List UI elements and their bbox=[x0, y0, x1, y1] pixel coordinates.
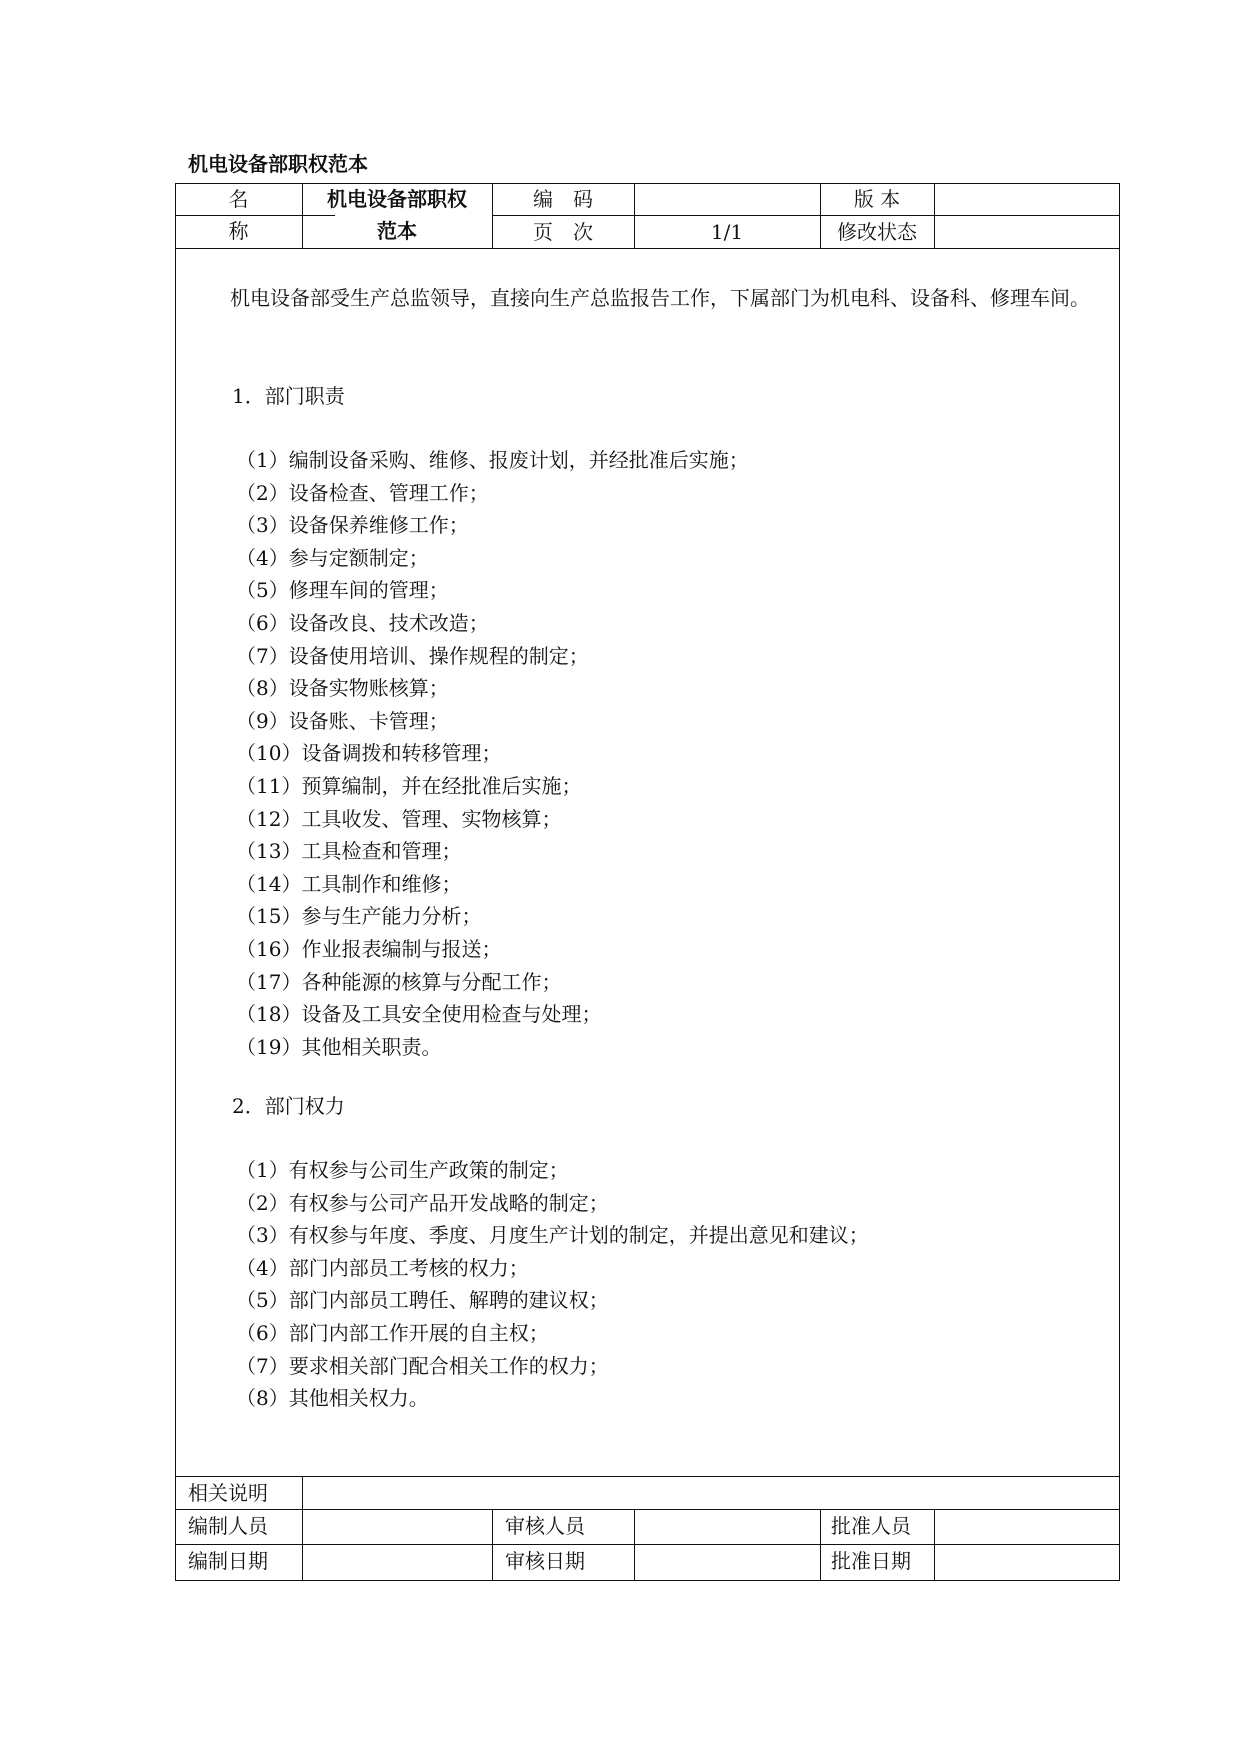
list-item: （9）设备账、卡管理； bbox=[236, 708, 449, 733]
list-item: （1）编制设备采购、维修、报废计划，并经批准后实施； bbox=[236, 448, 749, 472]
list-item: （5）修理车间的管理； bbox=[236, 578, 449, 603]
footer-top-line bbox=[175, 1476, 1120, 1477]
list-item: （15）参与生产能力分析； bbox=[236, 904, 482, 929]
prepared-date-label: 编制日期 bbox=[188, 1549, 268, 1573]
list-item: （8）设备实物账核算； bbox=[236, 676, 449, 701]
list-item: （19）其他相关职责。 bbox=[236, 1034, 442, 1059]
list-item: （18）设备及工具安全使用检查与处理； bbox=[236, 1002, 602, 1027]
list-item: （3）有权参与年度、季度、月度生产计划的制定，并提出意见和建议； bbox=[236, 1223, 869, 1248]
list-item: （6）部门内部工作开展的自主权； bbox=[236, 1320, 549, 1345]
approved-by-label: 批准人员 bbox=[831, 1514, 911, 1538]
footer-col-line bbox=[492, 1509, 493, 1581]
list-item: （11）预算编制，并在经批准后实施； bbox=[236, 773, 582, 798]
list-item: （10）设备调拨和转移管理； bbox=[236, 741, 502, 766]
footer-row-line bbox=[175, 1509, 1120, 1510]
header-col-line bbox=[934, 183, 935, 248]
footer-col-line bbox=[820, 1509, 821, 1581]
notes-label: 相关说明 bbox=[188, 1481, 268, 1505]
list-item: （7）要求相关部门配合相关工作的权力； bbox=[236, 1353, 609, 1378]
list-item: （2）有权参与公司产品开发战略的制定； bbox=[236, 1190, 609, 1215]
reviewed-by-label: 审核人员 bbox=[505, 1514, 585, 1538]
section-heading-duties: 1．部门职责 bbox=[232, 384, 345, 408]
list-item: （16）作业报表编制与报送； bbox=[236, 936, 502, 961]
list-item: （8）其他相关权力。 bbox=[236, 1386, 429, 1411]
authority-list bbox=[236, 1154, 869, 1415]
name-label: 称 bbox=[228, 219, 249, 243]
footer-col-line bbox=[634, 1509, 635, 1581]
list-item: （12）工具收发、管理、实物核算； bbox=[236, 806, 562, 831]
section-heading-authority: 2．部门权力 bbox=[232, 1094, 345, 1118]
list-item: （14）工具制作和维修； bbox=[236, 871, 462, 896]
version-label: 版 本 bbox=[853, 187, 901, 211]
list-item: （13）工具检查和管理； bbox=[236, 839, 462, 864]
page-value: 1/1 bbox=[710, 220, 744, 244]
intro-paragraph: 机电设备部受生产总监领导，直接向生产总监报告工作，下属部门为机电科、设备科、修理车间。 bbox=[230, 286, 1090, 310]
footer-col-line bbox=[302, 1476, 303, 1581]
page-label: 页 次 bbox=[533, 220, 593, 244]
footer-col-line bbox=[934, 1509, 935, 1581]
header-divider bbox=[492, 215, 1120, 216]
name-label: 名 bbox=[228, 187, 249, 211]
revision-label: 修改状态 bbox=[837, 220, 917, 244]
list-item: （3）设备保养维修工作； bbox=[236, 513, 469, 538]
list-item: （17）各种能源的核算与分配工作； bbox=[236, 969, 562, 994]
list-item: （2）设备检查、管理工作； bbox=[236, 480, 489, 505]
footer-row-line bbox=[175, 1544, 1120, 1545]
name-value: 范本 bbox=[377, 219, 417, 243]
name-value: 机电设备部职权 bbox=[327, 187, 467, 211]
prepared-by-label: 编制人员 bbox=[188, 1514, 268, 1538]
duties-list bbox=[236, 444, 749, 1063]
approved-date-label: 批准日期 bbox=[831, 1549, 911, 1573]
list-item: （4）参与定额制定； bbox=[236, 545, 429, 570]
list-item: （1）有权参与公司生产政策的制定； bbox=[236, 1158, 569, 1182]
header-bottom-line bbox=[175, 248, 1120, 249]
header-divider bbox=[175, 215, 335, 216]
list-item: （5）部门内部员工聘任、解聘的建议权； bbox=[236, 1288, 609, 1313]
list-item: （4）部门内部员工考核的权力； bbox=[236, 1255, 529, 1280]
code-label: 编 码 bbox=[533, 187, 593, 211]
list-item: （6）设备改良、技术改造； bbox=[236, 610, 489, 635]
document-title: 机电设备部职权范本 bbox=[188, 152, 368, 176]
reviewed-date-label: 审核日期 bbox=[505, 1549, 585, 1573]
list-item: （7）设备使用培训、操作规程的制定； bbox=[236, 643, 589, 668]
